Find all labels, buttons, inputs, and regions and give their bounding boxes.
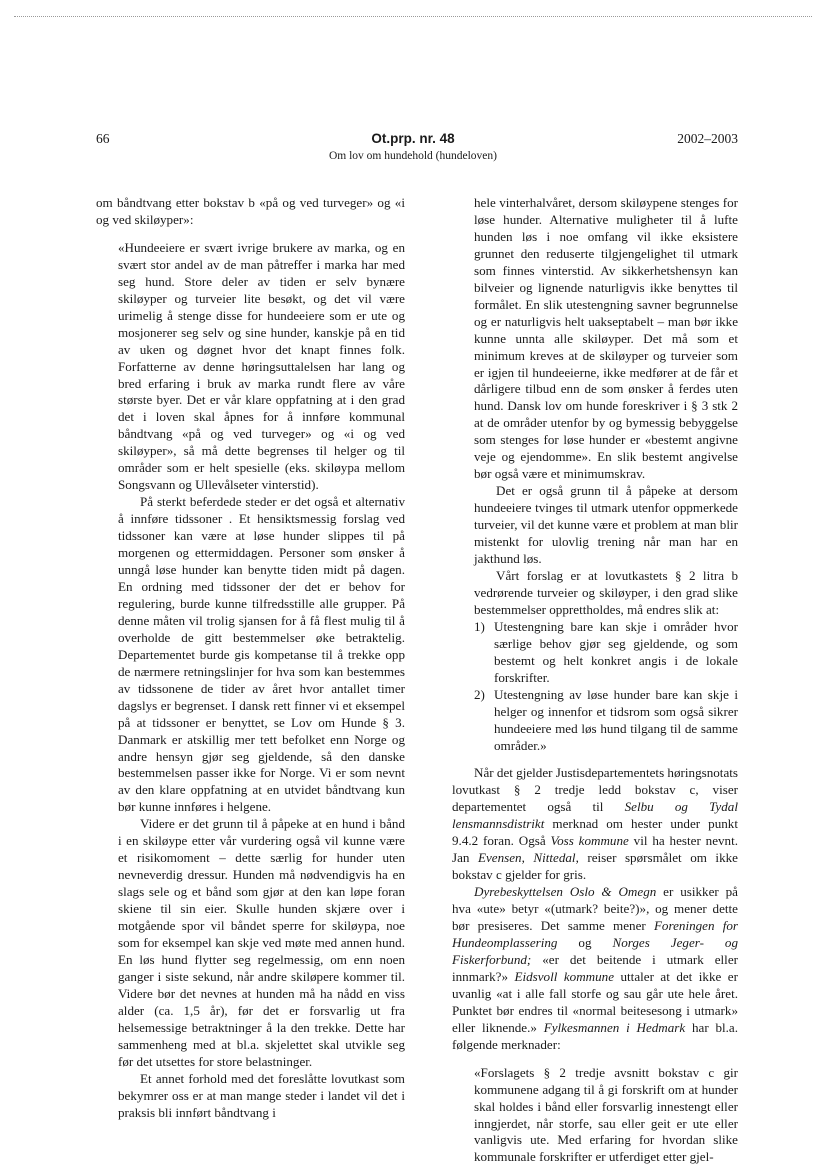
quote-paragraph: «Forslagets § 2 tredje avsnitt bokstav c gir kommunene adgang til å gi forskrift om at hunder skal holdes i bånd eller forsvarlig innestengt eller inngjerdet, når storfe, sau eller geit er ute eller vanligvis ute. Med erfaring for hvordan slike kommunale forskrifter er utferdiget etter gjel- bbox=[474, 1064, 738, 1165]
italic-name: Fylkesmannen i Hedmark bbox=[543, 1019, 686, 1035]
quote-paragraph: Et annet forhold med det foreslåtte lovutkast som bekymrer oss er at man mange steder i landet vil det i praksis bli innført båndtvang i bbox=[118, 1070, 405, 1120]
document-year: 2002–2003 bbox=[677, 131, 738, 146]
block-quote bbox=[96, 240, 405, 1122]
quote-paragraph: «Hundeeiere er svært ivrige brukere av marka, og en svært stor andel av de man påtreffer i marka har med seg hund. Store deler av tiden er selv bynære skiløyper og turveier lite besøkt, og det vil være urimelig å stenge disse for hundeeiere som er ute og mosjonerer seg selv og sine hunder, kanskje på en tid av uken og døgnet hvor det knapt finnes folk. Forfatterne av denne høringsuttalelsen har lang og bred erfaring i bruk av marka rundt flere av våre største byer. Det er vår klare oppfatning at i den grad det i loven skal åpnes for å innføre kommunal båndtvang «på og ved turveger» og «i og ved skiløyper», så må dette begrenses til helger og til områder som er helt spesielle (eks. skiløypa mellom Songsvann og Ullevålseter vinterstid). bbox=[118, 239, 405, 493]
paragraph: om båndtvang etter bokstav b «på og ved turveger» og «i og ved skiløyper»: bbox=[96, 195, 405, 227]
list-item bbox=[474, 687, 738, 755]
list-number: 1) bbox=[474, 618, 485, 634]
quote-paragraph: Vårt forslag er at lovutkastets § 2 litra b vedrørende turveier og skiløyper, i den grad slike bestemmelser opprettholdes, må endres slik at: bbox=[474, 567, 738, 617]
block-quote bbox=[452, 1065, 738, 1167]
list-text: Utestengning av løse hunder bare kan skje i helger og innenfor et tidsrom som også sikrer hundeeiere med løs hund tilgang til de samme områder.» bbox=[494, 686, 738, 753]
text-run: er usikker på hva «ute» betyr «(utmark? beite?)», og mener dette bør presiseres. Det samme mener bbox=[452, 884, 738, 934]
text-run: vil ha hester nevnt. Jan bbox=[452, 833, 739, 866]
page-number: 66 bbox=[96, 131, 110, 146]
paragraph bbox=[452, 765, 738, 884]
top-dotted-rule bbox=[14, 16, 812, 17]
text-run: merknad om hester under punkt 9.4.2 foran. Også bbox=[452, 816, 738, 849]
quote-paragraph: På sterkt beferdede steder er det også et alternativ å innføre tidssoner . Et hensiktsmessig forslag ved tidssoner kan være at løse hunder slippes til på morgenen og ettermiddagen. Personer som ønsker å unngå løse hunder kan benytte tiden midt på dagen. En ordning med tidssoner der det er behov for regulering, burde kunne tilfredsstille alle grupper. På denne måten vil trolig sjansen for å få flest mulig til å overholde de gitt bestemmelser øke betraktelig. Departementet burde gis kompetanse til å trekke opp de nærmere retningslinjer for hva som kan bestemmes av tidssonene de tider av året hvor antallet timer dagslys er begrenset. I dansk rett finner vi et eksempel på at tidssoner er benyttet, se Lov om Hunde § 3. Danmark er atskillig mer tett befolket enn Norge og andre hensyn gjør seg gjeldende, så den danske bestemmelsen passer ikke for Norge. Vi er som nevnt av den klare oppfatning at en utvidet båndtvang kun bør kunne innføres i helgene. bbox=[118, 494, 405, 815]
text-run: reiser spørsmålet om ikke bokstav c gjelder for gris. bbox=[452, 850, 738, 883]
left-column bbox=[96, 195, 405, 1121]
italic-name: Evensen, Nittedal, bbox=[477, 850, 579, 866]
italic-name: Foreningen for Hundeomplassering bbox=[452, 918, 738, 950]
list-number: 2) bbox=[474, 686, 485, 702]
quote-paragraph: Videre er det grunn til å påpeke at en hund i bånd i en skiløype etter vår vurdering også vil kunne være et risikomoment – dette særlig for hunder uten nevneverdig dressur. Hunden må nødvendigvis ha en slags sele og et bånd som gjør at den kan løpe foran skiene til sin eier. Skulle hunden skjære over i motgående spor vil båndet sperre for skiløypa, noe som for eksempel kan skje ved møte med annen hund. En løs hund flytter seg regelmessig, om enn noen ganger i siste sekund, når andre skiløpere kommer til. Videre bør det nevnes at hunden må ha nådd en viss alder (ca. 1,5 år), før det er forsvarlig ut fra helsemessige betraktninger å la den trekke. Dette har sammenheng med at bl.a. skjelettet skal utvikle seg før det utsettes for store belastninger. bbox=[118, 816, 405, 1069]
italic-name: Selbu og Tydal lensmannsdistrikt bbox=[452, 799, 738, 832]
quote-paragraph: Det er også grunn til å påpeke at dersom hundeeiere tvinges til utmark utenfor oppmerkede turveier, vil det kunne være et problem at man blir mistenkt for ulovlig trening når man har en jakthund løs. bbox=[474, 483, 738, 567]
document-subtitle: Om lov om hundehold (hundeloven) bbox=[328, 150, 497, 162]
italic-name: Norges Jeger- og Fiskerforbund; bbox=[452, 934, 738, 967]
document-title: Ot.prp. nr. 48 bbox=[371, 131, 455, 146]
italic-name: Dyrebeskyttelsen Oslo & Omegn bbox=[474, 884, 657, 900]
list-item bbox=[474, 619, 738, 687]
text-run: har bl.a. følgende merknader: bbox=[452, 1019, 739, 1052]
quote-paragraph: hele vinterhalvåret, dersom skiløypene stenges for løse hunder. Alternative muligheter til å lufte hunden løs i noe omfang vil ikke eksistere grunnet den reduserte tilgjengelighet til utmark som finnes vinterstid. Av sikkerhetshensyn kan bilveier og lignende naturligvis ikke benyttes til formålet. En slik utestengning savner begrunnelse og er naturligvis helt uakseptabelt – man bør ikke kunne unnta alle skiløyper. Det må som et minimum kreves at de skiløyper og turveier som er igjen til hundeeierne, ikke medfører at de får et dårligere tilbud enn de som ønsker å ferdes uten hund. Dansk lov om hunde foreskriver i § 3 stk 2 at de områder utenfor by og bymessig bebyggelse som stenges for løse hunder er «bestemt angivne veje og ejendomme». En slik bestemt angivelse bør også være et minimumskrav. bbox=[474, 195, 738, 482]
text-run: og bbox=[557, 934, 613, 950]
text-run: Når det gjelder Justisdepartementets høringsnotats lovutkast § 2 tredje ledd bokstav c, viser departementet også til bbox=[452, 765, 738, 815]
italic-name: Voss kommune bbox=[550, 833, 629, 849]
text-run: «er det beitende i utmark eller innmark?» bbox=[452, 951, 738, 984]
block-quote-continued bbox=[452, 195, 738, 754]
paragraph bbox=[452, 884, 738, 1054]
right-column bbox=[452, 195, 738, 1166]
list-text: Utestengning bare kan skje i områder hvor særlige behov gjør seg gjeldende, og som bestemt og helt konkret angis i de lokale forskrifter. bbox=[494, 618, 738, 685]
italic-name: Eidsvoll kommune bbox=[514, 968, 615, 984]
text-run: uttaler at det ikke er uvanlig «at i alle fall storfe og sau går ute hele året. Punktet bør endres til «normal beitesesong i utmark» eller liknende.» bbox=[452, 968, 738, 1035]
